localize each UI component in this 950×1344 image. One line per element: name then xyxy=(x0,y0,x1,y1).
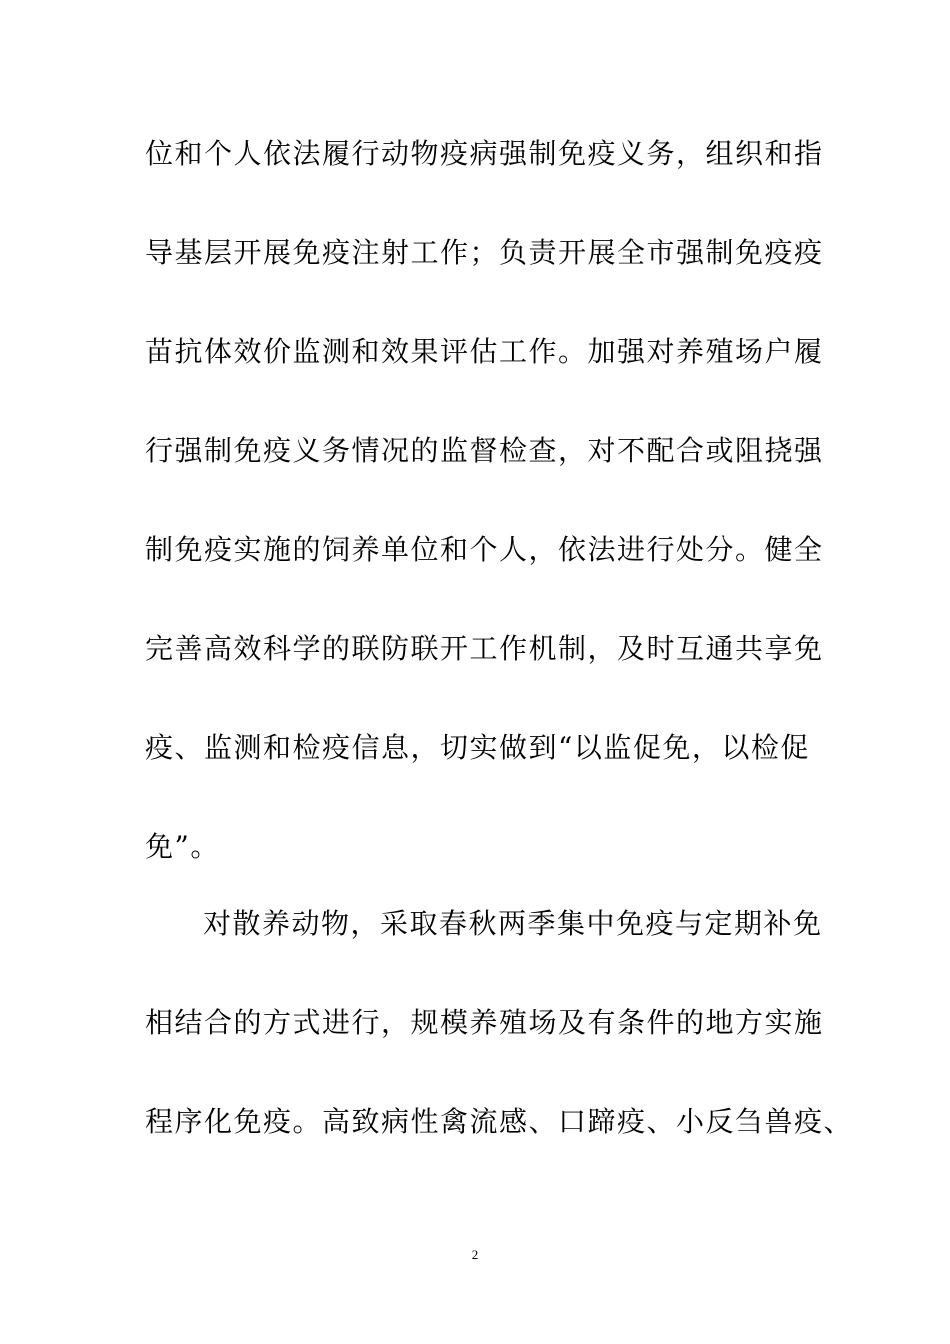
body-text-line: 疫、监测和检疫信息，切实做到“以监促免，以检促 xyxy=(145,731,810,764)
body-text-line: 相结合的方式进行，规模养殖场及有条件的地方实施 xyxy=(145,1006,824,1039)
body-text-line: 程序化免疫。高致病性禽流感、口蹄疫、小反刍兽疫、 xyxy=(145,1105,854,1138)
page-number: 2 xyxy=(471,1247,479,1262)
body-text-line: 苗抗体效价监测和效果评估工作。加强对养殖场户履 xyxy=(145,335,824,368)
body-text-line: 完善高效科学的联防联开工作机制，及时互通共享免 xyxy=(145,632,824,665)
body-text-line: 行强制免疫义务情况的监督检查，对不配合或阻挠强 xyxy=(145,434,824,467)
body-text-line: 导基层开展免疫注射工作；负责开展全市强制免疫疫 xyxy=(145,236,824,269)
paragraph-first-line: 对散养动物，采取春秋两季集中免疫与定期补免 xyxy=(203,907,823,940)
body-text-line: 位和个人依法履行动物疫病强制免疫义务，组织和指 xyxy=(145,137,824,170)
body-text-line: 制免疫实施的饲养单位和个人，依法进行处分。健全 xyxy=(145,533,824,566)
body-text-line: 免”。 xyxy=(145,830,220,863)
